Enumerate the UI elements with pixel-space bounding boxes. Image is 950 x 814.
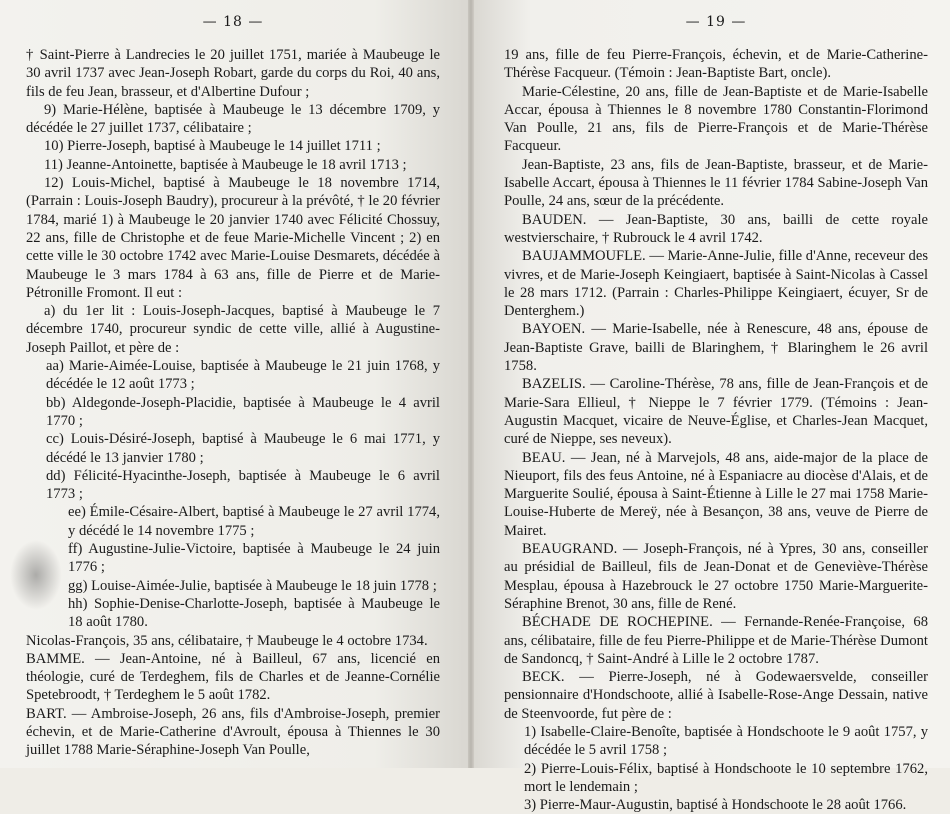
entry-paragraph: 1) Isabelle-Claire-Benoîte, baptisée à Hondschoote le 9 août 1757, y décédée le 5 avril 1758 ; bbox=[524, 723, 928, 759]
entry-paragraph: BEAU. — Jean, né à Marvejols, 48 ans, aide-major de la place de Nieuport, fils des feus Antoine, né à Espaniacre au diocèse d'Alais, et de Marguerite Soulié, épousa à Saint-Étienne à Lille le 27 mai 1758 Marie-Louise-Huberte de Mereÿ, née à Besançon, 38 ans, veuve de Pierre de Mairet. bbox=[504, 449, 928, 539]
right-page-text bbox=[504, 46, 928, 814]
entry-paragraph: 2) Pierre-Louis-Félix, baptisé à Hondschoote le 10 septembre 1762, mort le lendemain ; bbox=[524, 760, 928, 795]
entry-paragraph: bb) Aldegonde-Joseph-Placidie, baptisée à Maubeuge le 4 avril 1770 ; bbox=[46, 394, 440, 429]
entry-paragraph: Jean-Baptiste, 23 ans, fils de Jean-Baptiste, brasseur, et de Marie-Isabelle Accart, épousa à Thiennes le 11 février 1784 Sabine-Joseph Van Poulle, 24 ans, sœur de la précédente. bbox=[504, 156, 928, 210]
entry-paragraph: BAZELIS. — Caroline-Thérèse, 78 ans, fille de Jean-François et de Marie-Sara Ellieul, † Nieppe le 7 février 1779. (Témoins : Jean-Augustin Macquet, vicaire de Neuve-Église, et Charles-Jean Macquet, curé de Nieppe, ses neveux). bbox=[504, 376, 928, 448]
entry-paragraph: hh) Sophie-Denise-Charlotte-Joseph, baptisée à Maubeuge le 18 août 1780. bbox=[68, 595, 440, 631]
entry-paragraph: 10) Pierre-Joseph, baptisé à Maubeuge le 14 juillet 1711 ; bbox=[44, 138, 381, 155]
entry-paragraph: Nicolas-François, 35 ans, célibataire, † Maubeuge le 4 octobre 1734. bbox=[26, 632, 428, 649]
entry-paragraph: BECK. — Pierre-Joseph, né à Godewaersvelde, conseiller pensionnaire d'Hondschoote, allié à Isabelle-Rose-Ange Dessain, native de Steenvoorde, fut père de : bbox=[504, 669, 928, 722]
left-page bbox=[0, 0, 468, 768]
entry-paragraph: 12) Louis-Michel, baptisé à Maubeuge le 18 novembre 1714, (Parrain : Louis-Joseph Baudry), procureur à la prévôté, † le 20 février 1784, marié 1) à Maubeuge le 20 janvier 1740 avec Félicité Chossuy, 22 ans, fille de Christophe et de feue Marie-Michelle Vincent ; 2) en cette ville le 30 octobre 1742 avec Marie-Louise Desmarets, décédée à Maubeuge le 3 mars 1784 à 63 ans, fille de Pierre et de Marie-Pétronille Fromont. Il eut : bbox=[26, 175, 440, 301]
entry-paragraph: dd) Félicité-Hyacinthe-Joseph, baptisée à Maubeuge le 6 avril 1773 ; bbox=[46, 467, 440, 503]
entry-paragraph: cc) Louis-Désiré-Joseph, baptisé à Maubeuge le 6 mai 1771, y décédé le 13 janvier 1780 ; bbox=[46, 431, 440, 466]
entry-paragraph: 11) Jeanne-Antoinette, baptisée à Maubeuge le 18 avril 1713 ; bbox=[44, 156, 407, 173]
left-page-text bbox=[26, 46, 440, 760]
entry-paragraph: BART. — Ambroise-Joseph, 26 ans, fils d'Ambroise-Joseph, premier échevin, et de Marie-Catherine d'Avroult, épousa à Thiennes le 30 juillet 1788 Marie-Séraphine-Joseph Van Poulle, bbox=[26, 705, 440, 759]
entry-paragraph: 19 ans, fille de feu Pierre-François, échevin, et de Marie-Catherine-Thérèse Facqueur. (Témoin : Jean-Baptiste Bart, oncle). bbox=[504, 47, 928, 82]
right-page bbox=[474, 0, 950, 814]
entry-paragraph: BEAUGRAND. — Joseph-François, né à Ypres, 30 ans, conseiller au présidial de Bailleul, fils de Jean-Donat et de Geneviève-Thérèse Mesplau, épousa à Hazebrouck le 27 octobre 1750 Marie-Marguerite-Séraphine Brenot, 30 ans, fille de René. bbox=[504, 541, 928, 612]
entry-paragraph: 3) Pierre-Maur-Augustin, baptisé à Hondschoote le 28 août 1766. bbox=[524, 797, 907, 814]
entry-paragraph: ee) Émile-Césaire-Albert, baptisé à Maubeuge le 27 avril 1774, y décédé le 14 novembre 1775 ; bbox=[68, 504, 440, 539]
entry-paragraph: BAYOEN. — Marie-Isabelle, née à Renescure, 48 ans, épouse de Jean-Baptiste Grave, bailli de Blaringhem, † Blaringhem le 26 avril 1758. bbox=[504, 321, 928, 375]
entry-paragraph: Marie-Célestine, 20 ans, fille de Jean-Baptiste et de Marie-Isabelle Accar, épousa à Thiennes le 8 novembre 1780 Constantin-Florimond Van Poulle, 21 ans, fils de Pierre-François et de Marie-Thérèse Facqueur. bbox=[504, 83, 928, 155]
entry-paragraph: aa) Marie-Aimée-Louise, baptisée à Maubeuge le 21 juin 1768, y décédée le 12 août 1773 ; bbox=[46, 358, 440, 393]
entry-paragraph: † Saint-Pierre à Landrecies le 20 juillet 1751, mariée à Maubeuge le 30 avril 1737 avec Jean-Joseph Robart, garde du corps du Roi, 40 ans, fils de feu Jean, brasseur, et d'Albertine Dufour ; bbox=[26, 47, 440, 100]
entry-paragraph: gg) Louise-Aimée-Julie, baptisée à Maubeuge le 18 juin 1778 ; bbox=[68, 577, 437, 594]
entry-paragraph: a) du 1er lit : Louis-Joseph-Jacques, baptisé à Maubeuge le 7 décembre 1740, procureur syndic de cette ville, allié à Augustine-Joseph Paillot, et père de : bbox=[26, 303, 440, 356]
left-page-number: — 18 — bbox=[202, 14, 264, 30]
entry-paragraph: ff) Augustine-Julie-Victoire, baptisée à Maubeuge le 24 juin 1776 ; bbox=[68, 541, 440, 576]
entry-paragraph: BAUDEN. — Jean-Baptiste, 30 ans, bailli de cette royale westvierschaire, † Rubrouck le 4 avril 1742. bbox=[504, 211, 928, 246]
entry-paragraph: BAUJAMMOUFLE. — Marie-Anne-Julie, fille d'Anne, receveur des vivres, et de Marie-Joseph Keingiaert, baptisée à Saint-Nicolas à Cassel le 28 mars 1712. (Parrain : Charles-Philippe Keingiaert, écuyer, Sr de Denterghem.) bbox=[504, 248, 928, 320]
entry-paragraph: 9) Marie-Hélène, baptisée à Maubeuge le 13 décembre 1709, y décédée le 27 juillet 1737, célibataire ; bbox=[26, 101, 440, 137]
right-page-number: — 19 — bbox=[685, 14, 747, 30]
entry-paragraph: BÉCHADE DE ROCHEPINE. — Fernande-Renée-Françoise, 68 ans, célibataire, fille de feu Pierre-Philippe et de Marie-Thérèse Dumont de Sandoncq, † Saint-André à Lille le 2 octobre 1787. bbox=[504, 614, 928, 667]
entry-paragraph: BAMME. — Jean-Antoine, né à Bailleul, 67 ans, licencié en théologie, curé de Terdeghem, fils de Charles et de Jeanne-Cornélie Spetebroodt, † Terdeghem le 5 août 1782. bbox=[26, 650, 440, 704]
